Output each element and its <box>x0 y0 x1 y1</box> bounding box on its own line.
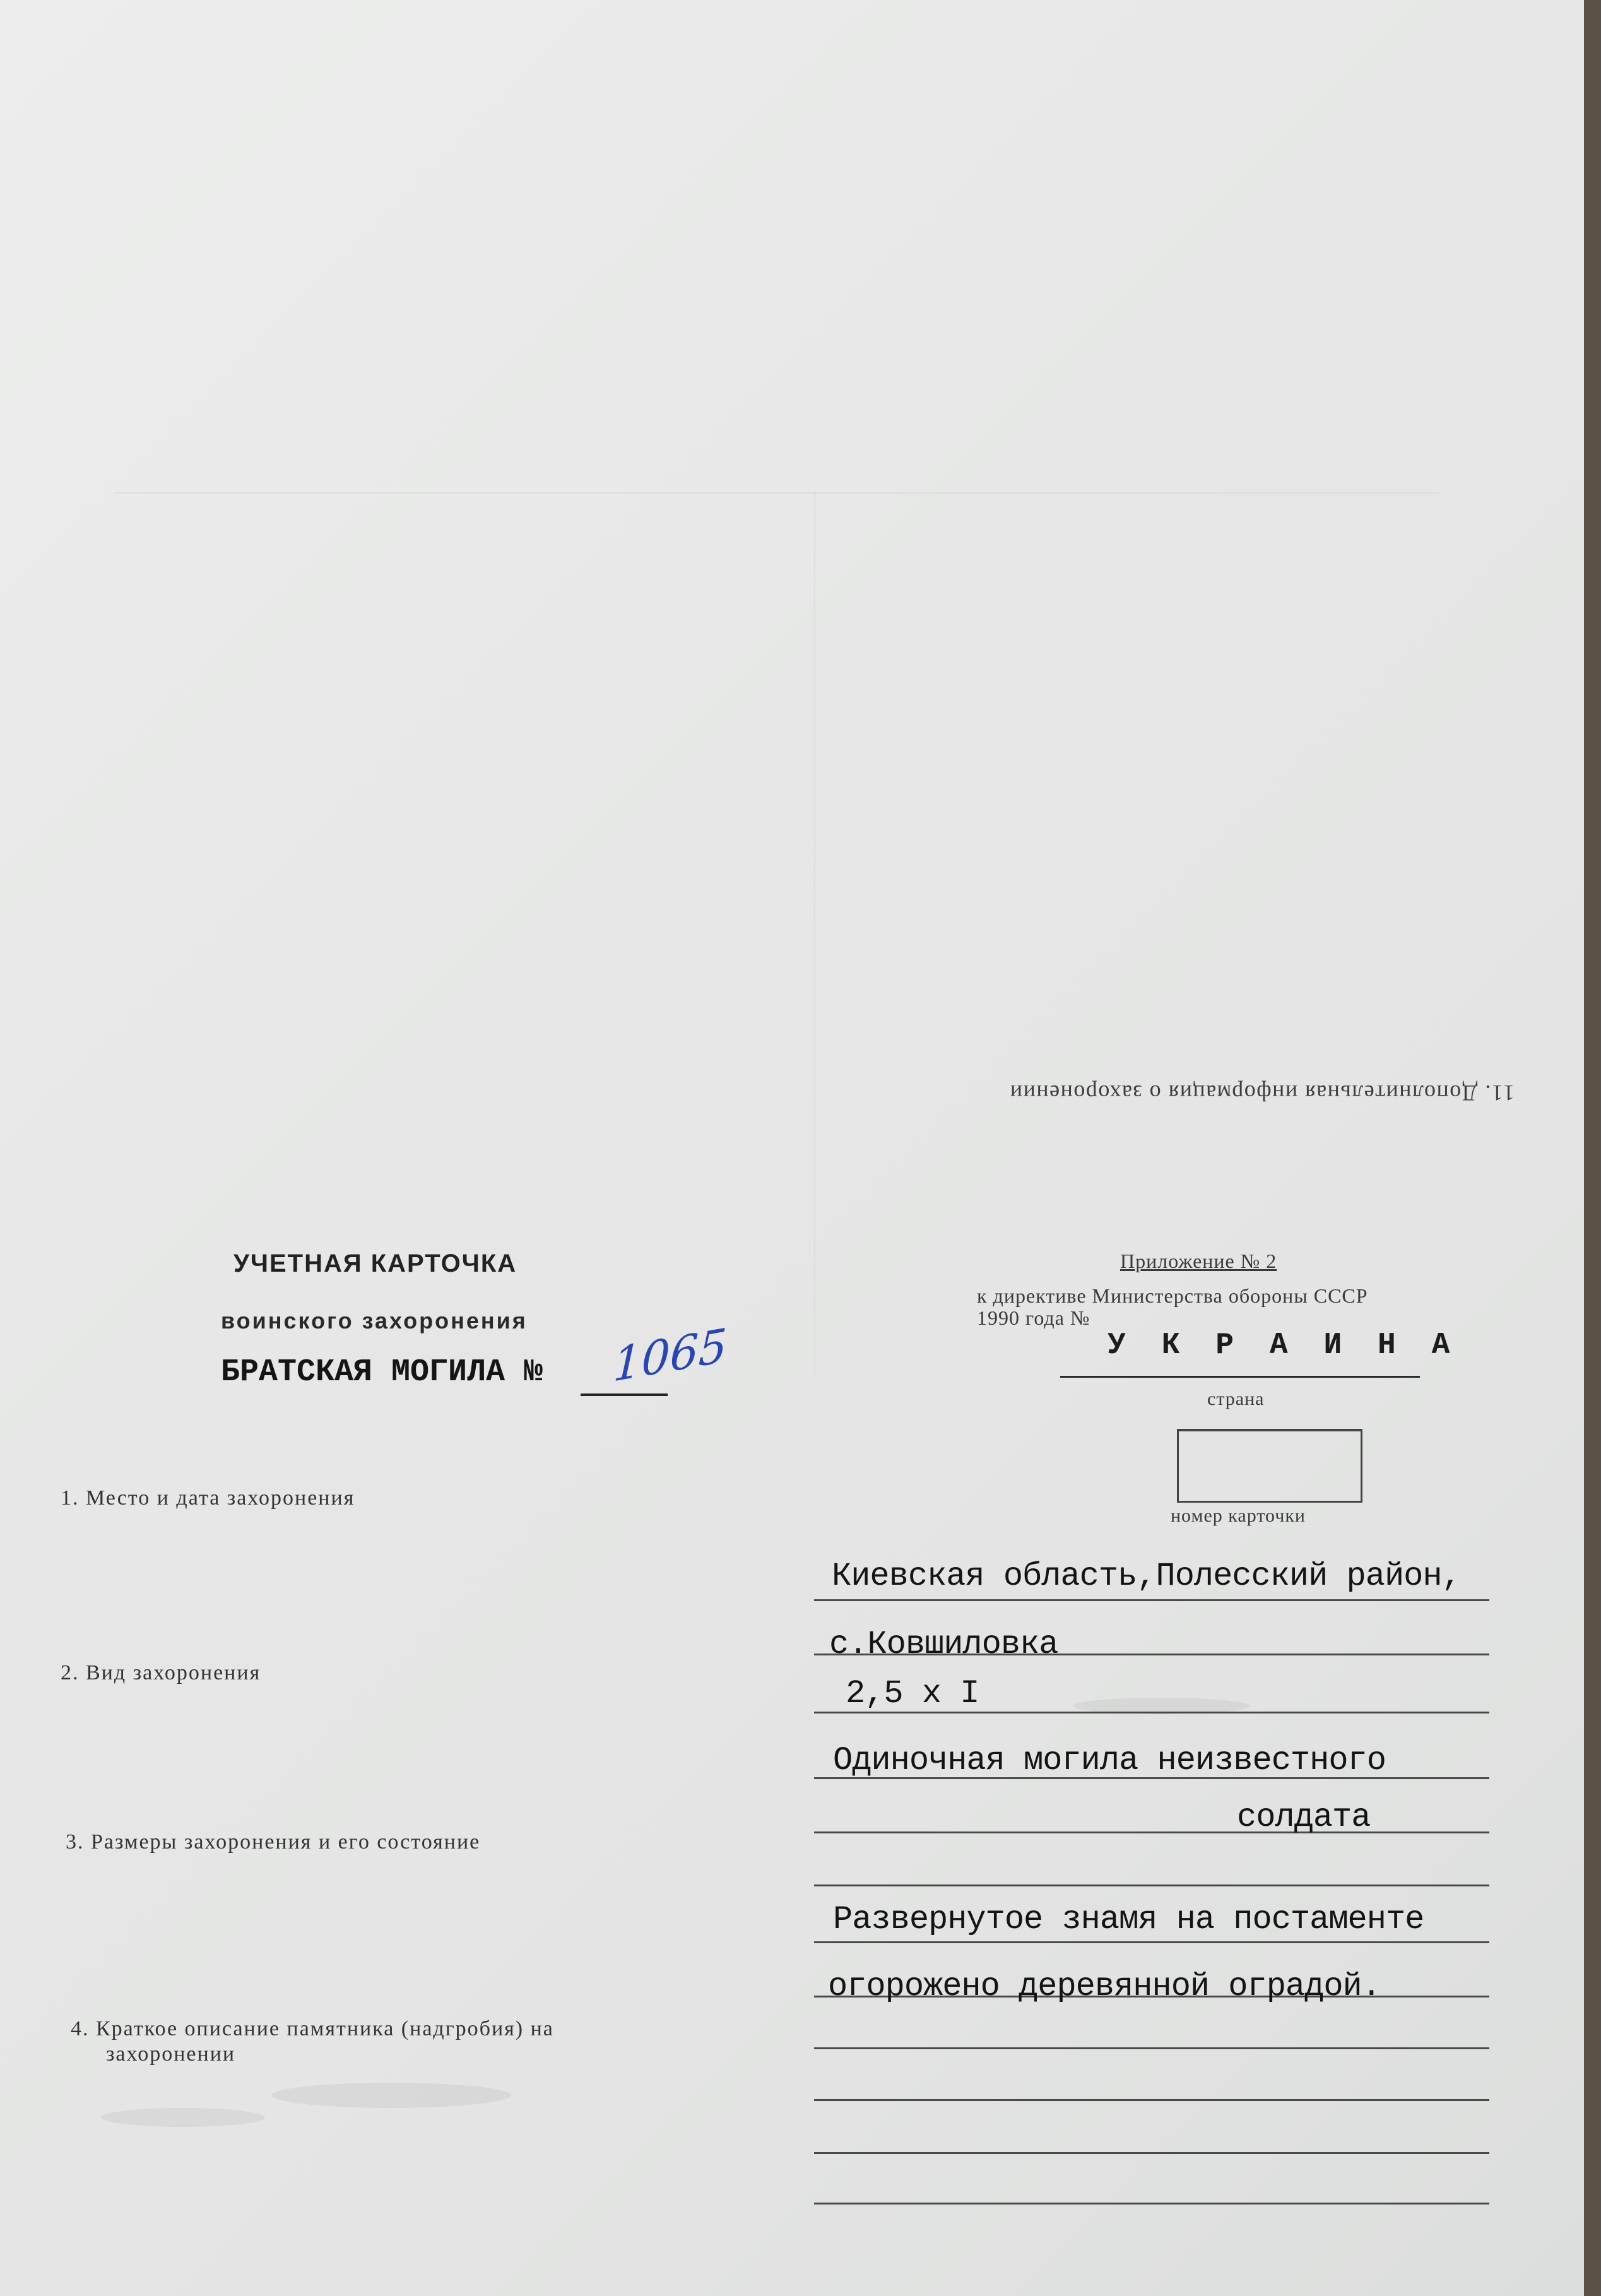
grave-type-heading: БРАТСКАЯ МОГИЛА № <box>221 1354 543 1390</box>
form-rule <box>814 1599 1489 1601</box>
card-title: УЧЕТНАЯ КАРТОЧКА <box>233 1250 517 1277</box>
item-2-label: 2. Вид захоронения <box>61 1661 261 1684</box>
directive-line-1: к директиве Министерства обороны СССР <box>977 1284 1368 1307</box>
card-number-box <box>1177 1429 1362 1503</box>
form-rule <box>814 1885 1489 1886</box>
card-number-field <box>581 1318 751 1401</box>
handwritten-card-number: 1065 <box>612 1318 728 1392</box>
form-rule <box>814 2203 1489 2204</box>
card-number-underline <box>581 1394 668 1396</box>
typed-monument-description: Развернутое знамя на постаменте <box>833 1901 1424 1938</box>
country-underline <box>1060 1376 1420 1378</box>
directive-line-2: 1990 года № <box>977 1306 1090 1329</box>
typed-monument-description-continued: огорожено деревянной оградой. <box>828 1968 1381 2005</box>
item-1-label: 1. Место и дата захоронения <box>61 1486 355 1510</box>
paper-stain <box>101 2108 265 2127</box>
appendix-label: Приложение № 2 <box>1120 1250 1277 1272</box>
form-rule <box>814 1941 1489 1943</box>
reverse-section-11-label: 11. Дополнительная информация о захоронении <box>1009 1080 1515 1106</box>
item-4-label-continued: захоронении <box>106 2042 236 2066</box>
form-rule <box>814 2047 1489 2049</box>
country-caption: страна <box>1207 1388 1265 1409</box>
fold-horizontal <box>114 492 1439 494</box>
fold-vertical <box>814 492 816 1376</box>
typed-dimensions: 2,5 х I <box>846 1675 979 1712</box>
typed-village: с.Ковшиловка <box>829 1626 1058 1663</box>
form-rule <box>814 2152 1489 2154</box>
paper-stain <box>271 2083 511 2108</box>
card-subtitle: воинского захоронения <box>221 1308 528 1334</box>
item-4-label: 4. Краткое описание памятника (надгробия) на <box>71 2017 554 2040</box>
card-number-caption: номер карточки <box>1171 1505 1306 1526</box>
typed-grave-kind: Одиночная могила неизвестного <box>833 1742 1386 1779</box>
typed-grave-kind-continued: солдата <box>1237 1799 1371 1836</box>
country-value: У К Р А И Н А <box>1108 1328 1459 1363</box>
typed-location: Киевская область,Полесский район, <box>832 1558 1461 1595</box>
form-rule <box>814 1831 1489 1833</box>
item-3-label: 3. Размеры захоронения и его состояние <box>66 1830 481 1854</box>
form-rule <box>814 2099 1489 2101</box>
